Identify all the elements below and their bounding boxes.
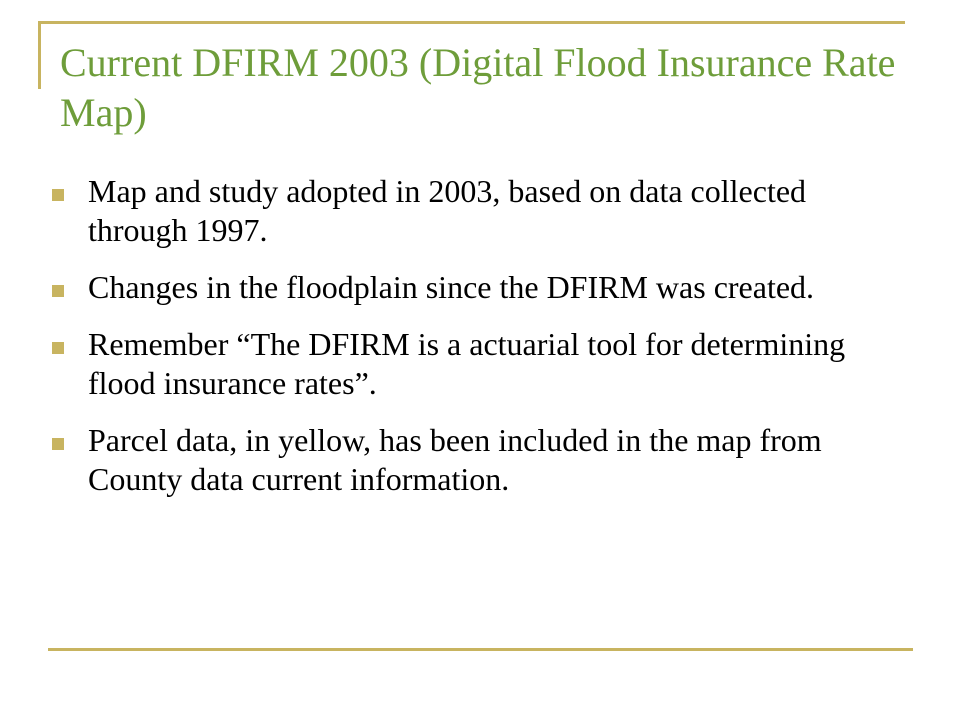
slide-title: Current DFIRM 2003 (Digital Flood Insurance Rate Map): [60, 40, 896, 135]
square-bullet-icon: [52, 189, 64, 201]
bullet-item: [52, 172, 912, 250]
square-bullet-icon: [52, 438, 64, 450]
left-rule: [38, 21, 41, 89]
bullet-item: [52, 325, 912, 403]
bullet-item: [52, 268, 912, 307]
bullet-list: [52, 172, 912, 517]
bottom-rule: [48, 648, 913, 651]
square-bullet-icon: [52, 285, 64, 297]
bullet-text: Remember “The DFIRM is a actuarial tool for determining flood insurance rates”.: [88, 326, 846, 401]
bullet-item: [52, 421, 912, 499]
bullet-text: Parcel data, in yellow, has been included in the map from County data current information.: [88, 422, 822, 497]
bullet-text: Map and study adopted in 2003, based on data collected through 1997.: [88, 173, 807, 248]
square-bullet-icon: [52, 342, 64, 354]
bullet-text: Changes in the floodplain since the DFIRM was created.: [88, 269, 815, 305]
top-rule: [38, 21, 905, 24]
